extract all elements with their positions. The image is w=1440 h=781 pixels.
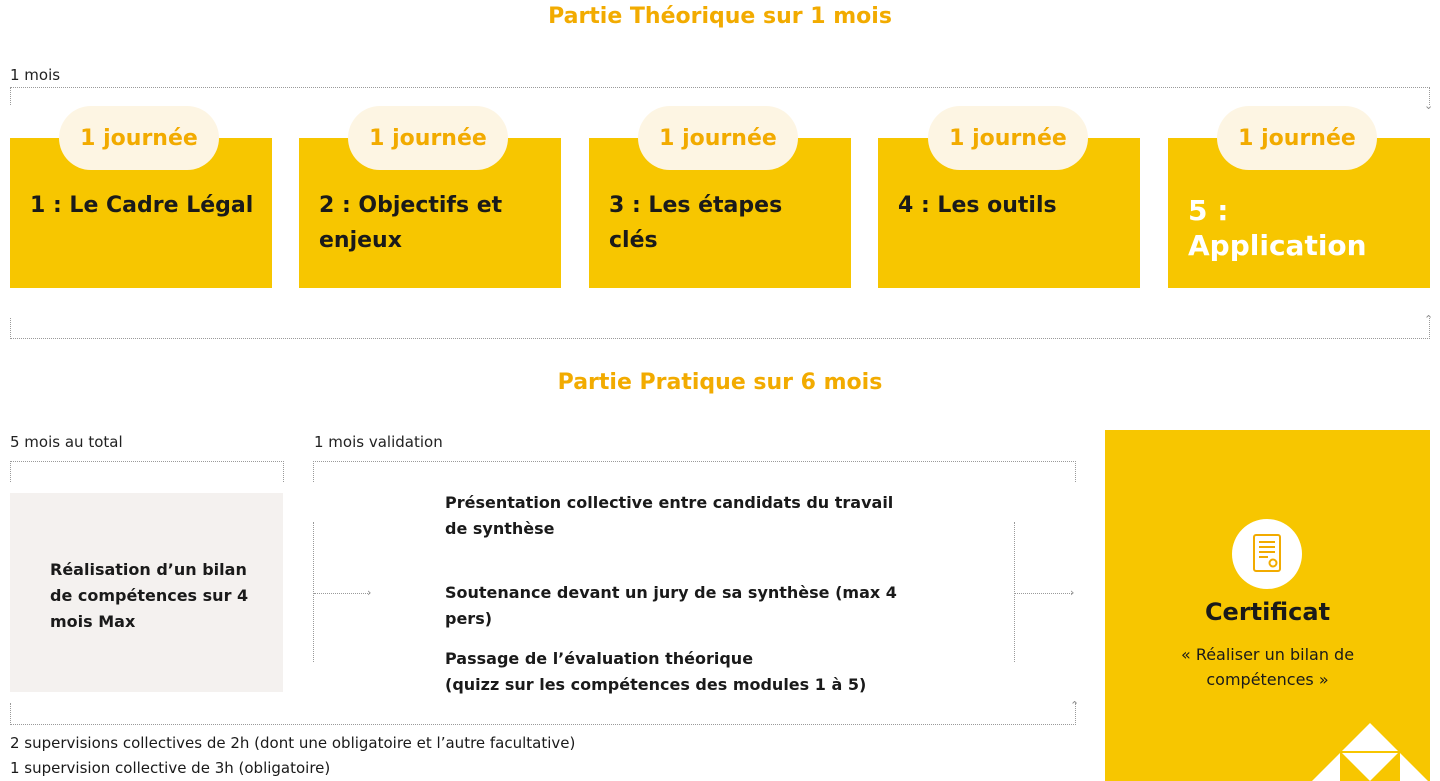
practice-bracket-bottom [10,703,1076,725]
decorative-triangles [1310,721,1430,781]
module-label: 4 : Les outils [898,193,1057,218]
arrow-down-icon: ⌄ [1424,99,1434,112]
theory-bracket-bottom [10,318,1430,339]
module-4-duration: 1 journée [928,106,1088,170]
arrow-up-icon: ⌃ [1070,699,1080,712]
certificate-title: Certificat [1204,598,1331,626]
module-label: 2 : Objectifs et enjeux [319,193,503,253]
certificate-panel [1105,430,1430,781]
theory-bracket-top [10,87,1430,105]
arrow-right-icon: › [367,586,372,599]
practice-left-label: 5 mois au total [10,433,123,451]
module-5-duration: 1 journée [1217,106,1377,170]
practice-title: Partie Pratique sur 6 mois [557,370,883,395]
connector-line [314,593,370,594]
certificate-subtitle: « Réaliser un bilan de compétences » [1180,645,1355,689]
practice-mid-label: 1 mois validation [314,433,443,451]
module-label: 1 : Le Cadre Légal [30,193,254,218]
module-label: 5 : Application [1188,194,1367,262]
arrow-up-icon: ⌃ [1424,313,1434,326]
bilan-text: Réalisation d’un bilan de compétences sur 4 mois Max [50,560,249,631]
bilan-bracket [10,461,284,482]
bilan-box [10,493,283,692]
arrow-right-icon: › [1070,586,1075,599]
connector-line [1015,593,1072,594]
theory-duration-label: 1 mois [10,66,61,84]
module-1-duration: 1 journée [59,106,219,170]
step-soutenance: Soutenance devant un jury de sa synthèse (max 4 pers) [445,583,897,628]
theory-title: Partie Théorique sur 1 mois [548,4,892,29]
step-presentation: Présentation collective entre candidats du travail de synthèse [445,493,894,538]
validation-bracket [313,461,1076,482]
module-3-duration: 1 journée [638,106,798,170]
module-2-duration: 1 journée [348,106,508,170]
validation-left-line [313,522,314,662]
certificate-icon [1232,519,1302,589]
supervision-2: 1 supervision collective de 3h (obligatoire) [10,759,331,777]
step-evaluation: Passage de l’évaluation théorique (quizz sur les compétences des modules 1 à 5) [445,649,867,694]
supervision-1: 2 supervisions collectives de 2h (dont une obligatoire et l’autre facultative) [10,734,576,752]
module-label: 3 : Les étapes clés [609,193,783,253]
validation-right-line [1014,522,1015,662]
